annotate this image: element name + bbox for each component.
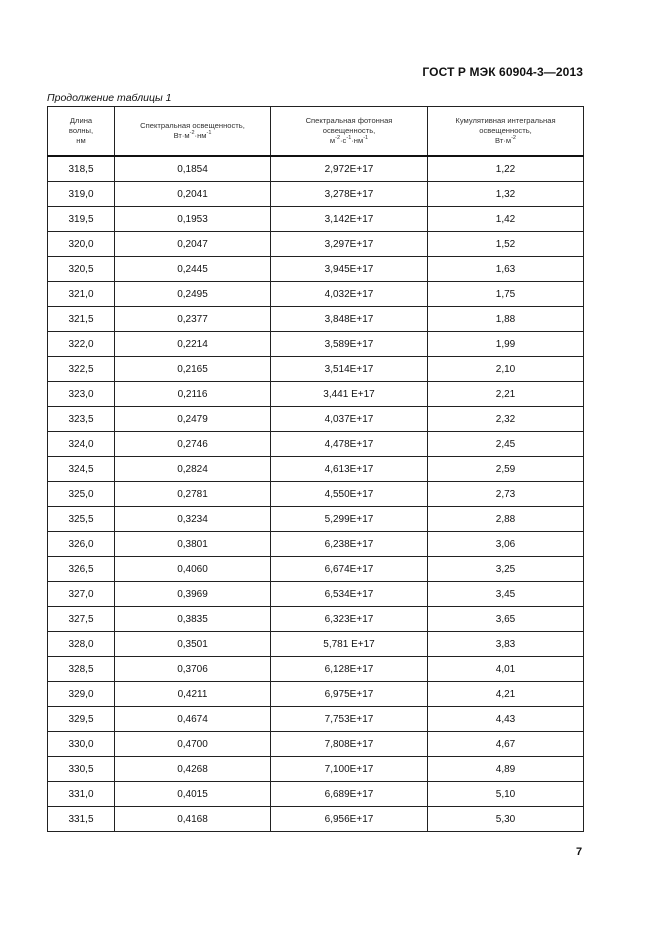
header-cumulative-irradiance-title-1: Кумулятивная интегральная xyxy=(455,116,556,125)
page-number: 7 xyxy=(576,846,583,858)
cell-photon-irradiance: 7,808E+17 xyxy=(271,732,428,757)
table-row xyxy=(48,232,584,257)
cell-spectral-irradiance: 0,4015 xyxy=(115,782,271,807)
header-photon-irradiance-exp-b: -1 xyxy=(346,135,352,141)
cell-wavelength: 326,0 xyxy=(48,532,115,557)
cell-wavelength: 331,5 xyxy=(48,807,115,832)
header-spectral-irradiance-exp-a: -2 xyxy=(189,130,195,136)
table-header xyxy=(48,107,584,157)
table-row xyxy=(48,632,584,657)
cell-cumulative-irradiance: 3,06 xyxy=(428,532,584,557)
table-row xyxy=(48,707,584,732)
spectral-irradiance-table xyxy=(47,106,584,832)
header-spectral-irradiance-title: Спектральная освещенность, xyxy=(140,121,245,130)
cell-cumulative-irradiance: 5,30 xyxy=(428,807,584,832)
cell-wavelength: 318,5 xyxy=(48,156,115,182)
cell-cumulative-irradiance: 2,45 xyxy=(428,432,584,457)
cell-wavelength: 330,5 xyxy=(48,757,115,782)
cell-photon-irradiance: 4,613E+17 xyxy=(271,457,428,482)
cell-cumulative-irradiance: 1,63 xyxy=(428,257,584,282)
cell-cumulative-irradiance: 1,22 xyxy=(428,156,584,182)
cell-spectral-irradiance: 0,2377 xyxy=(115,307,271,332)
table-row xyxy=(48,532,584,557)
table-row xyxy=(48,332,584,357)
cell-spectral-irradiance: 0,2165 xyxy=(115,357,271,382)
table-row xyxy=(48,657,584,682)
header-cumulative-irradiance-title-2: освещенность, xyxy=(479,126,532,135)
cell-spectral-irradiance: 0,2047 xyxy=(115,232,271,257)
table-row xyxy=(48,156,584,182)
cell-cumulative-irradiance: 2,88 xyxy=(428,507,584,532)
cell-cumulative-irradiance: 3,83 xyxy=(428,632,584,657)
header-wavelength xyxy=(48,107,115,157)
cell-wavelength: 324,5 xyxy=(48,457,115,482)
table-row xyxy=(48,182,584,207)
cell-wavelength: 322,5 xyxy=(48,357,115,382)
cell-cumulative-irradiance: 5,10 xyxy=(428,782,584,807)
table-row xyxy=(48,407,584,432)
cell-cumulative-irradiance: 1,88 xyxy=(428,307,584,332)
cell-cumulative-irradiance: 2,21 xyxy=(428,382,584,407)
table-row xyxy=(48,507,584,532)
cell-photon-irradiance: 6,238E+17 xyxy=(271,532,428,557)
cell-photon-irradiance: 4,550E+17 xyxy=(271,482,428,507)
cell-wavelength: 331,0 xyxy=(48,782,115,807)
cell-photon-irradiance: 3,297E+17 xyxy=(271,232,428,257)
cell-wavelength: 324,0 xyxy=(48,432,115,457)
cell-wavelength: 322,0 xyxy=(48,332,115,357)
cell-photon-irradiance: 3,514E+17 xyxy=(271,357,428,382)
header-spectral-irradiance xyxy=(115,107,271,157)
cell-spectral-irradiance: 0,3501 xyxy=(115,632,271,657)
cell-photon-irradiance: 6,323E+17 xyxy=(271,607,428,632)
header-spectral-irradiance-unit-a: Вт·м xyxy=(173,131,190,140)
cell-wavelength: 321,0 xyxy=(48,282,115,307)
cell-spectral-irradiance: 0,2445 xyxy=(115,257,271,282)
cell-cumulative-irradiance: 2,10 xyxy=(428,357,584,382)
cell-cumulative-irradiance: 1,52 xyxy=(428,232,584,257)
cell-spectral-irradiance: 0,1854 xyxy=(115,156,271,182)
cell-spectral-irradiance: 0,3706 xyxy=(115,657,271,682)
header-spectral-irradiance-exp-b: -1 xyxy=(206,130,212,136)
cell-cumulative-irradiance: 1,75 xyxy=(428,282,584,307)
cell-spectral-irradiance: 0,2214 xyxy=(115,332,271,357)
cell-wavelength: 327,0 xyxy=(48,582,115,607)
header-photon-irradiance-unit-a: м xyxy=(329,136,336,145)
cell-cumulative-irradiance: 3,25 xyxy=(428,557,584,582)
cell-wavelength: 323,5 xyxy=(48,407,115,432)
header-photon-irradiance-title-2: освещенность, xyxy=(322,126,376,135)
cell-photon-irradiance: 6,128E+17 xyxy=(271,657,428,682)
cell-spectral-irradiance: 0,2495 xyxy=(115,282,271,307)
cell-cumulative-irradiance: 2,32 xyxy=(428,407,584,432)
cell-spectral-irradiance: 0,2746 xyxy=(115,432,271,457)
cell-spectral-irradiance: 0,3234 xyxy=(115,507,271,532)
header-photon-irradiance-exp-a: -2 xyxy=(335,135,341,141)
table-row xyxy=(48,432,584,457)
cell-wavelength: 323,0 xyxy=(48,382,115,407)
cell-wavelength: 320,5 xyxy=(48,257,115,282)
cell-cumulative-irradiance: 2,59 xyxy=(428,457,584,482)
header-spectral-irradiance-unit-b: ·нм xyxy=(194,131,207,140)
cell-cumulative-irradiance: 4,43 xyxy=(428,707,584,732)
cell-wavelength: 328,0 xyxy=(48,632,115,657)
cell-spectral-irradiance: 0,3969 xyxy=(115,582,271,607)
table-row xyxy=(48,557,584,582)
table-row xyxy=(48,307,584,332)
table-row xyxy=(48,757,584,782)
cell-cumulative-irradiance: 4,21 xyxy=(428,682,584,707)
table-row xyxy=(48,482,584,507)
cell-spectral-irradiance: 0,2781 xyxy=(115,482,271,507)
cell-photon-irradiance: 7,753E+17 xyxy=(271,707,428,732)
header-photon-irradiance-unit-b: ·с xyxy=(340,136,347,145)
table-row xyxy=(48,807,584,832)
cell-photon-irradiance: 4,037E+17 xyxy=(271,407,428,432)
cell-spectral-irradiance: 0,2041 xyxy=(115,182,271,207)
header-wavelength-line-2: волны, xyxy=(68,126,94,135)
cell-wavelength: 326,5 xyxy=(48,557,115,582)
header-photon-irradiance-unit-c: ·нм xyxy=(351,136,364,145)
header-wavelength-unit: нм xyxy=(76,136,86,145)
header-cumulative-irradiance-exp: -2 xyxy=(511,135,516,141)
document-code: ГОСТ Р МЭК 60904-3—2013 xyxy=(422,65,583,79)
header-wavelength-line-1: Длина xyxy=(69,116,93,125)
table-row xyxy=(48,282,584,307)
table-row xyxy=(48,682,584,707)
cell-wavelength: 321,5 xyxy=(48,307,115,332)
cell-cumulative-irradiance: 1,32 xyxy=(428,182,584,207)
cell-photon-irradiance: 7,100E+17 xyxy=(271,757,428,782)
cell-wavelength: 328,5 xyxy=(48,657,115,682)
cell-wavelength: 325,5 xyxy=(48,507,115,532)
cell-wavelength: 320,0 xyxy=(48,232,115,257)
cell-cumulative-irradiance: 1,99 xyxy=(428,332,584,357)
cell-photon-irradiance: 6,674E+17 xyxy=(271,557,428,582)
table-row xyxy=(48,457,584,482)
cell-photon-irradiance: 6,956E+17 xyxy=(271,807,428,832)
cell-spectral-irradiance: 0,3835 xyxy=(115,607,271,632)
cell-photon-irradiance: 4,478E+17 xyxy=(271,432,428,457)
cell-photon-irradiance: 5,781 E+17 xyxy=(271,632,428,657)
cell-photon-irradiance: 2,972E+17 xyxy=(271,156,428,182)
cell-photon-irradiance: 3,848E+17 xyxy=(271,307,428,332)
table-body xyxy=(48,156,584,832)
table-row xyxy=(48,207,584,232)
cell-spectral-irradiance: 0,4268 xyxy=(115,757,271,782)
cell-wavelength: 319,0 xyxy=(48,182,115,207)
table-row xyxy=(48,782,584,807)
cell-photon-irradiance: 6,975E+17 xyxy=(271,682,428,707)
cell-spectral-irradiance: 0,4700 xyxy=(115,732,271,757)
cell-photon-irradiance: 3,142E+17 xyxy=(271,207,428,232)
cell-cumulative-irradiance: 4,67 xyxy=(428,732,584,757)
cell-cumulative-irradiance: 3,65 xyxy=(428,607,584,632)
table-caption: Продолжение таблицы 1 xyxy=(47,92,172,104)
header-photon-irradiance-title-1: Спектральная фотонная xyxy=(305,116,393,125)
cell-photon-irradiance: 3,945E+17 xyxy=(271,257,428,282)
cell-wavelength: 329,5 xyxy=(48,707,115,732)
cell-cumulative-irradiance: 1,42 xyxy=(428,207,584,232)
cell-spectral-irradiance: 0,4211 xyxy=(115,682,271,707)
cell-wavelength: 329,0 xyxy=(48,682,115,707)
header-photon-irradiance-exp-c: -1 xyxy=(363,135,369,141)
cell-photon-irradiance: 4,032E+17 xyxy=(271,282,428,307)
cell-cumulative-irradiance: 3,45 xyxy=(428,582,584,607)
table-row xyxy=(48,732,584,757)
table-row xyxy=(48,257,584,282)
table-row xyxy=(48,582,584,607)
cell-photon-irradiance: 6,689E+17 xyxy=(271,782,428,807)
cell-photon-irradiance: 3,278E+17 xyxy=(271,182,428,207)
cell-spectral-irradiance: 0,2479 xyxy=(115,407,271,432)
cell-photon-irradiance: 6,534E+17 xyxy=(271,582,428,607)
cell-wavelength: 330,0 xyxy=(48,732,115,757)
cell-cumulative-irradiance: 2,73 xyxy=(428,482,584,507)
cell-wavelength: 319,5 xyxy=(48,207,115,232)
table-row xyxy=(48,357,584,382)
cell-spectral-irradiance: 0,4060 xyxy=(115,557,271,582)
header-photon-irradiance xyxy=(271,107,428,157)
cell-cumulative-irradiance: 4,89 xyxy=(428,757,584,782)
cell-spectral-irradiance: 0,1953 xyxy=(115,207,271,232)
cell-spectral-irradiance: 0,2824 xyxy=(115,457,271,482)
cell-wavelength: 325,0 xyxy=(48,482,115,507)
table-header-row xyxy=(48,107,584,157)
cell-spectral-irradiance: 0,4674 xyxy=(115,707,271,732)
cell-photon-irradiance: 3,441 E+17 xyxy=(271,382,428,407)
cell-spectral-irradiance: 0,4168 xyxy=(115,807,271,832)
header-cumulative-irradiance xyxy=(428,107,584,157)
cell-spectral-irradiance: 0,2116 xyxy=(115,382,271,407)
cell-wavelength: 327,5 xyxy=(48,607,115,632)
cell-photon-irradiance: 3,589E+17 xyxy=(271,332,428,357)
table-row xyxy=(48,607,584,632)
cell-cumulative-irradiance: 4,01 xyxy=(428,657,584,682)
cell-spectral-irradiance: 0,3801 xyxy=(115,532,271,557)
cell-photon-irradiance: 5,299E+17 xyxy=(271,507,428,532)
table-row xyxy=(48,382,584,407)
header-cumulative-irradiance-unit: Вт·м xyxy=(495,136,512,145)
